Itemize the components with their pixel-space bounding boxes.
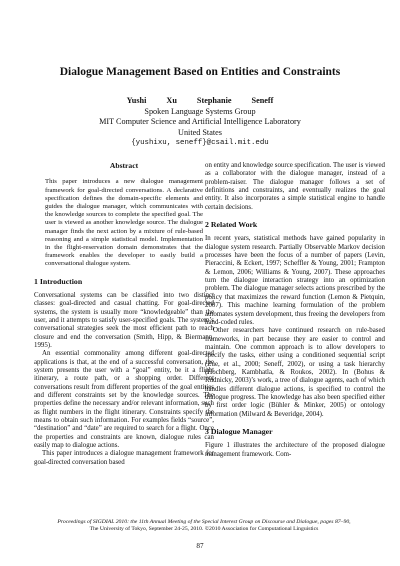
intro-paragraph-1: Conversational systems can be classified into two distinct classes: goal-directed and casual chatting. For goal-directed systems, the system is usually more “knowledgeable” than the user, and it attempts to satisfy user-specified goals. The system’s conversational strategies seek the most efficient path to reach closure and end the conversation (Smith, Hipp, & Biermann, 1995). xyxy=(34,291,214,349)
page-number: 87 xyxy=(196,542,204,550)
abstract-body xyxy=(34,178,214,268)
footnote-line-1: Proceedings of SIGDIAL 2010: the 11th Annual Meeting of the Special Interest Group on Discourse and Dialogue, pages 87–90, xyxy=(57,519,351,525)
section-heading-introduction: 1 Introduction xyxy=(34,276,83,286)
right-column xyxy=(205,162,385,459)
author-block xyxy=(0,96,400,149)
author-country: United States xyxy=(178,127,222,137)
author-names: Yushi Xu Stephanie Seneff xyxy=(126,96,274,105)
left-column xyxy=(34,162,214,467)
section-heading-dialogue-manager: 3 Dialogue Manager xyxy=(205,426,273,436)
dialogue-manager-paragraph-1: Figure 1 illustrates the architecture of the proposed dialogue management framework. Com- xyxy=(205,442,385,458)
author-lab: MIT Computer Science and Artificial Intelligence Laboratory xyxy=(99,117,301,126)
section-heading-related-work: 2 Related Work xyxy=(205,220,258,230)
footnote-line-2: The University of Tokyo, September 24-25, 2010. ©2010 Association for Computational Linguistics xyxy=(89,526,319,532)
abstract-text: This paper introduces a new dialogue management framework for goal-directed conversations. A declarative specification defines the domain-specific elements and guides the dialogue manager, which communicates with the knowledge sources to complete the specified goal. The user is viewed as another knowledge source. The dialogue manager finds the next action by a mixture of rule-based reasoning and a simple statistical model. Implementation in the flight-reservation domain demonstrates that the framework enables the developer to easily build a conversational dialogue system. xyxy=(45,178,203,268)
author-group: Spoken Language Systems Group xyxy=(144,106,256,116)
related-work-paragraph-2: Other researchers have continued research on rule-based frameworks, in part because they are easier to control and maintain. One common approach is to allow developers to specify the tasks, either using a conditioned sequential script (Zue, et al., 2000; Seneff, 2002), or using a task hierarchy (Hochberg, Kambhatla, & Roukos, 2002). In (Bohus & Rudnicky, 2003)’s work, a tree of dialogue agents, each of which handles different dialogue actions, is specified to control the dialogue progress. The knowledge has also been specified either by first order logic (Bühler & Minker, 2005) or ontology information (Milward & Beveridge, 2004). xyxy=(205,327,385,418)
proceedings-footnote xyxy=(34,519,374,533)
intro-paragraph-3-continued: on entity and knowledge source specification. The user is viewed as a collaborator with the dialogue manager, instead of a problem-raiser. The dialogue manager follows a set of definitions and constraints, and eventually realizes the goal entity. It also incorporates a simple statistical engine to handle certain decisions. xyxy=(205,162,385,211)
intro-paragraph-3: This paper introduces a dialogue management framework for goal-directed conversation based xyxy=(34,450,214,466)
abstract-heading: Abstract xyxy=(109,161,139,170)
related-work-paragraph-1: In recent years, statistical methods have gained popularity in dialogue system research. Partially Observable Markov decision processes have been the focus of a number of papers (Levin, Pieraccini, & Eckert, 1997; Scheffler & Young, 2001; Frampton & Lemon, 2006; Williams & Young, 2007). These approaches turn the dialogue interaction strategy into an optimization problem. The dialogue manager selects actions prescribed by the policy that maximizes the reward function (Lemon & Pietquin, 2007). This machine learning formulation of the problem automates system development, thus freeing the developers from hand-coded rules. xyxy=(205,235,385,326)
author-email: {yushixu, seneff}@csail.mit.edu xyxy=(131,139,269,147)
intro-paragraph-2: An essential commonality among different goal-directed applications is that, at the end of a successful conversation, the system presents the user with a “goal” entity, be it a flight itinerary, a route path, or a shopping order. Different conversations result from different properties of the goal entities and different constraints set by the knowledge sources. The properties define the necessary and/or relevant information, such as flight numbers in the flight itinerary. Constraints specify the means to obtain such information. For examples fields “source”, “destination” and “date” are required to search for a flight. Once the properties and constraints are known, dialogue rules can easily map to dialogue actions. xyxy=(34,350,214,450)
paper-title: Dialogue Management Based on Entities and Constraints xyxy=(59,66,341,78)
